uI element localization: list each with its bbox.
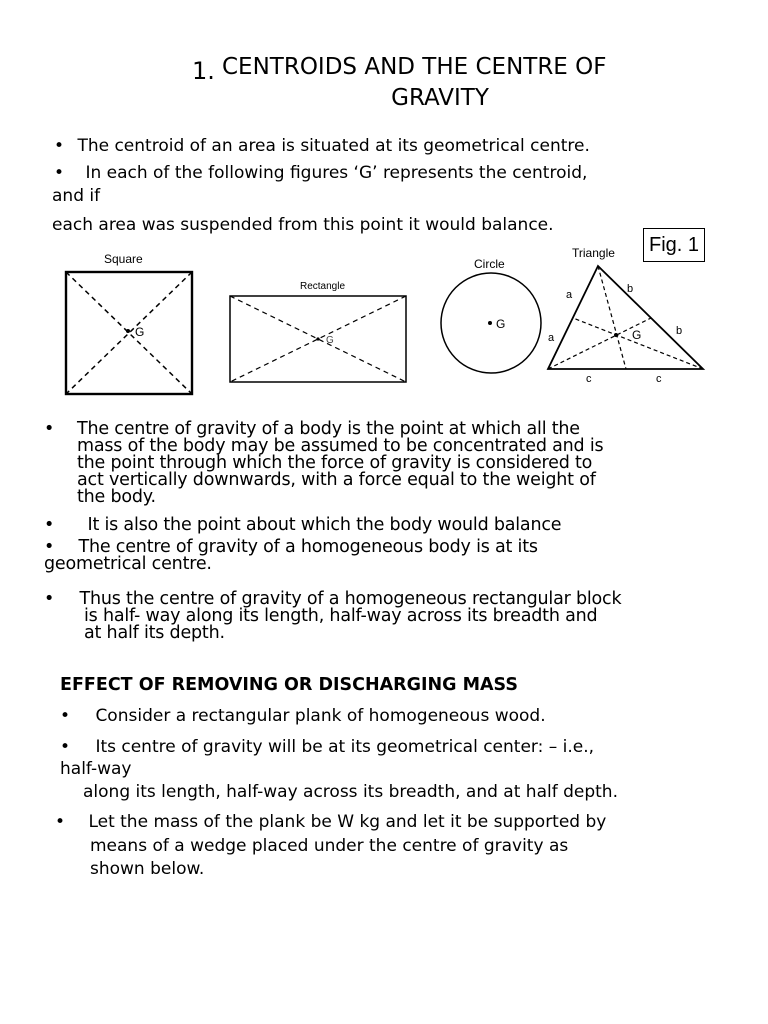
intro-bullet-2 (54, 162, 587, 184)
square-label: Square (104, 252, 143, 266)
triangle-shape (548, 266, 703, 369)
rectangle-centroid-dot (316, 337, 319, 340)
triangle-median (573, 318, 703, 369)
bullet-glyph: • (44, 515, 55, 535)
effect-heading: EFFECT OF REMOVING OR DISCHARGING MASS (60, 675, 518, 695)
effect-b1-text: Consider a rectangular plank of homogeneous wood. (95, 706, 546, 726)
cog-p2: It is also the point about which the body would balance (87, 515, 562, 535)
bullet-glyph: • (60, 706, 71, 726)
side-label-a: a (548, 332, 555, 344)
heading-line1: CENTROIDS AND THE CENTRE OF (222, 54, 607, 80)
cog-p3-line2: geometrical centre. (44, 554, 212, 574)
cog-p1-line: act vertically downwards, with a force equal to the weight of (77, 470, 596, 490)
cog-p1-line: the body. (77, 487, 156, 507)
cog-bullet-1 (44, 421, 54, 438)
triangle-label: Triangle (572, 246, 615, 260)
intro-line-3: each area was suspended from this point it would balance. (52, 215, 554, 235)
bullet-glyph: • (44, 589, 55, 609)
cog-p1-line: the point through which the force of gravity is considered to (77, 453, 593, 473)
cog-bullet-2 (44, 517, 561, 534)
bullet-glyph: • (44, 419, 55, 439)
intro-bullet-1 (54, 135, 590, 157)
triangle-centroid-dot (614, 333, 618, 337)
heading-line2: GRAVITY (391, 85, 489, 111)
cog-p1-line: mass of the body may be assumed to be concentrated and is (77, 436, 604, 456)
cog-p4-line3: at half its depth. (84, 623, 225, 643)
effect-b3-line1: Let the mass of the plank be W kg and let it be supported by (88, 812, 607, 832)
effect-bullet-1 (60, 705, 546, 727)
circle-centroid-dot (488, 321, 492, 325)
effect-b2-line2: half-way (60, 759, 132, 779)
rectangle-label: Rectangle (300, 281, 346, 292)
cog-p4-line2: is half- way along its length, half-way across its breadth and (84, 606, 598, 626)
side-label-c: c (586, 373, 592, 385)
intro-bullet-2-text: In each of the following figures ‘G’ represents the centroid, (85, 163, 588, 183)
side-label-c: c (656, 373, 662, 385)
effect-bullet-3 (55, 811, 606, 833)
effect-bullet-2 (60, 736, 594, 758)
effect-b3-line2: means of a wedge placed under the centre of gravity as (90, 836, 569, 856)
square-g-label: G (135, 325, 145, 339)
side-label-b: b (676, 325, 683, 337)
cog-p1-line: The centre of gravity of a body is the point at which all the (77, 419, 580, 439)
bullet-glyph: • (44, 537, 55, 557)
bullet-glyph: • (60, 737, 71, 757)
bullet-glyph: • (54, 163, 65, 183)
cog-p1 (77, 421, 603, 506)
triangle-g-label: G (632, 328, 642, 342)
bullet-glyph: • (55, 812, 66, 832)
cog-p3-line1: The centre of gravity of a homogeneous body is at its (78, 537, 538, 557)
intro-bullet-2-cont: and if (52, 186, 101, 206)
square-centroid-dot (126, 329, 130, 333)
cog-p4-line1: Thus the centre of gravity of a homogeneous rectangular block (79, 589, 622, 609)
effect-b3-line3: shown below. (90, 859, 205, 879)
side-label-b: b (627, 283, 634, 295)
side-label-a: a (566, 289, 573, 301)
figure-label-box: Fig. 1 (643, 228, 705, 262)
effect-b2-line1: Its centre of gravity will be at its geometrical center: – i.e., (95, 737, 595, 757)
heading-number: 1. (192, 57, 215, 85)
bullet-glyph: • (54, 136, 65, 156)
circle-g-label: G (496, 317, 506, 331)
triangle-median (598, 266, 626, 369)
circle-label: Circle (474, 257, 505, 271)
effect-b2-line3: along its length, half-way across its breadth, and at half depth. (83, 782, 618, 802)
triangle-median (548, 318, 651, 369)
rectangle-g-label: G (326, 335, 334, 346)
centroid-figures (0, 240, 768, 410)
intro-bullet-1-text: The centroid of an area is situated at its geometrical centre. (77, 136, 590, 156)
